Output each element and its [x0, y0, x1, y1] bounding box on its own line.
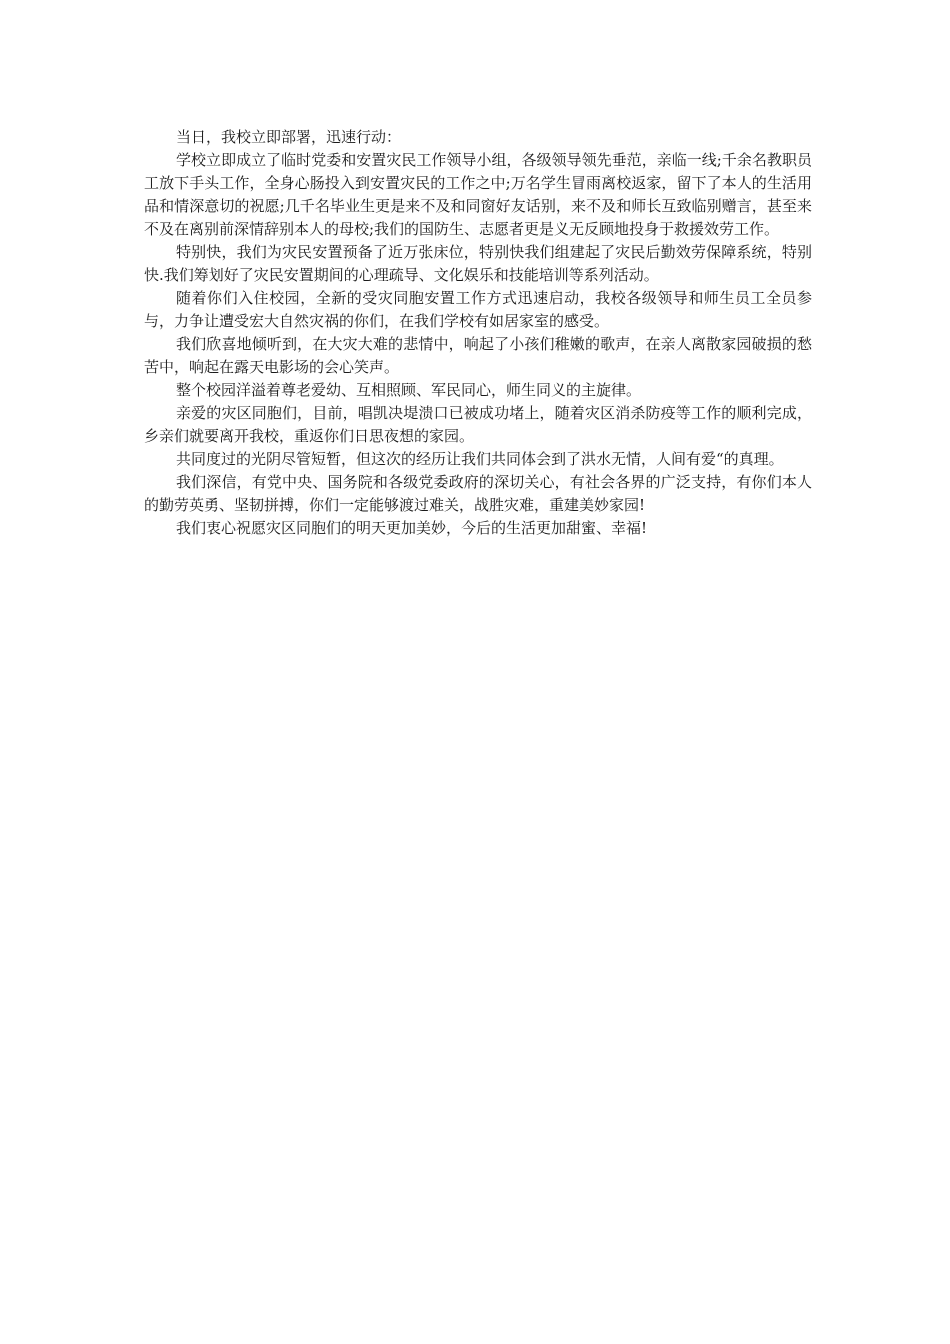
paragraph: 整个校园洋溢着尊老爱幼、互相照顾、军民同心，师生同义的主旋律。 — [176, 381, 642, 399]
paragraph: 我们衷心祝愿灾区同胞们的明天更加美妙，今后的生活更加甜蜜、幸福! — [176, 519, 648, 537]
document-body — [144, 126, 812, 540]
paragraph: 特别快，我们为灾民安置预备了近万张床位，特别快我们组建起了灾民后勤效劳保障系统，特别快.我们筹划好了灾民安置期间的心理疏导、文化娱乐和技能培训等系列活动。 — [144, 243, 812, 284]
paragraph: 随着你们入住校园，全新的受灾同胞安置工作方式迅速启动，我校各级领导和师生员工全员参与，力争让遭受宏大自然灾祸的你们，在我们学校有如居家室的感受。 — [144, 289, 812, 330]
paragraph: 我们欣喜地倾听到，在大灾大难的悲情中，响起了小孩们稚嫩的歌声，在亲人离散家园破损的愁苦中，响起在露天电影场的会心笑声。 — [144, 335, 812, 376]
paragraph: 学校立即成立了临时党委和安置灾民工作领导小组，各级领导领先垂范，亲临一线;千余名教职员工放下手头工作，全身心肠投入到安置灾民的工作之中;万名学生冒雨离校返家，留下了本人的生活用品和情深意切的祝愿;几千名毕业生更是来不及和同窗好友话别，来不及和师长互致临别赠言，甚至来不及在离别前深情辞别本人的母校;我们的国防生、志愿者更是义无反顾地投身于救援效劳工作。 — [144, 151, 812, 238]
paragraph: 我们深信，有党中央、国务院和各级党委政府的深切关心，有社会各界的广泛支持，有你们本人的勤劳英勇、坚韧拼搏，你们一定能够渡过难关，战胜灾难，重建美妙家园! — [144, 473, 812, 514]
paragraph: 共同度过的光阴尽管短暂，但这次的经历让我们共同体会到了洪水无情，人间有爱“的真理。 — [176, 450, 784, 468]
paragraph: 当日，我校立即部署，迅速行动： — [176, 128, 402, 146]
paragraph: 亲爱的灾区同胞们，目前，唱凯决堤溃口已被成功堵上，随着灾区消杀防疫等工作的顺利完成，乡亲们就要离开我校，重返你们日思夜想的家园。 — [144, 404, 812, 445]
